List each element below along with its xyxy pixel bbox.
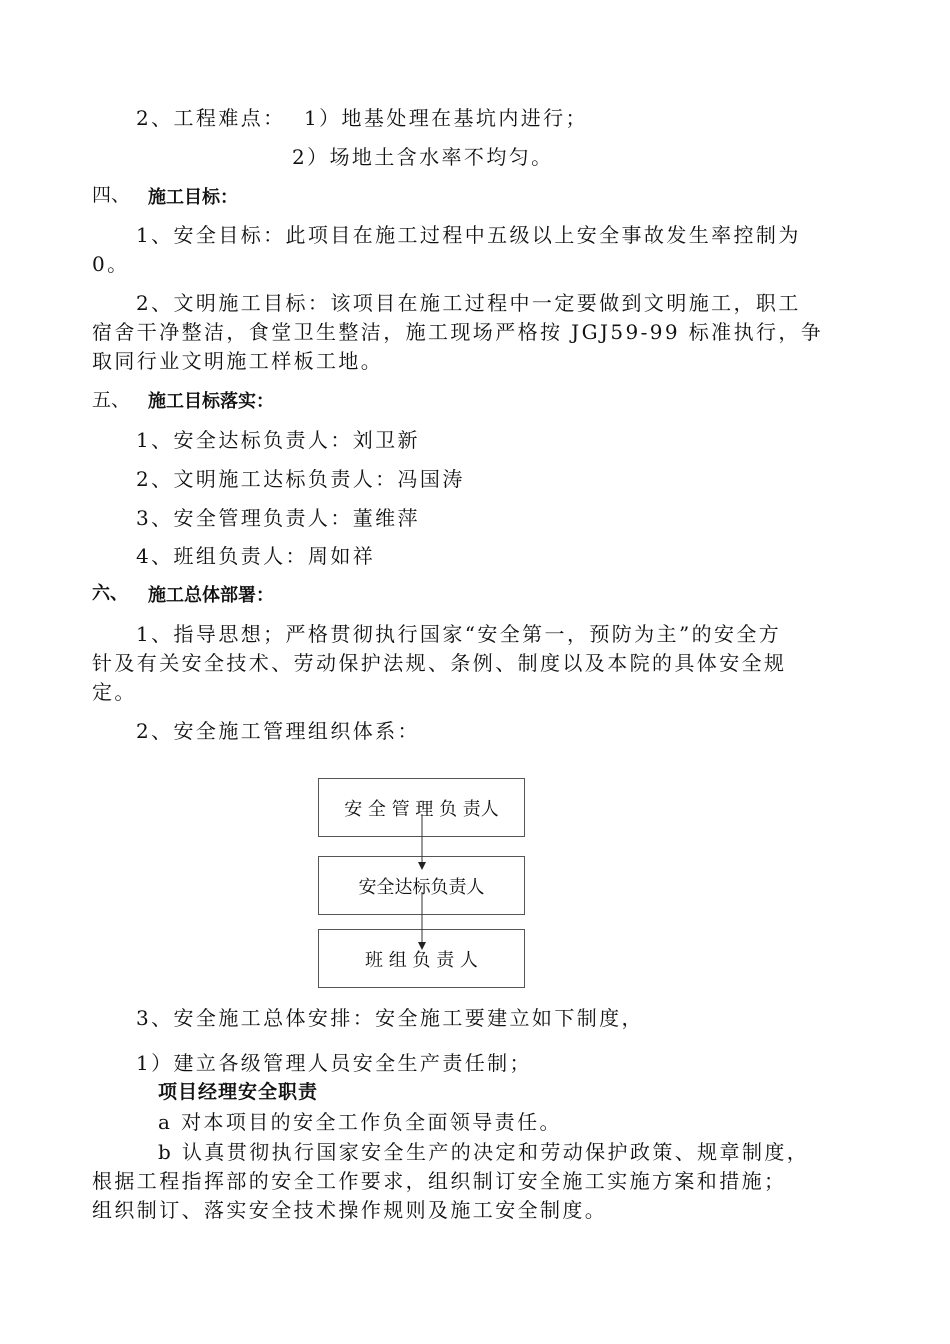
assignment-item: 4、班组负责人：周如祥: [136, 544, 376, 568]
assignment-item: 3、安全管理负责人：董维萍: [136, 506, 420, 530]
goal-2-line-2: 宿舍干净整洁，食堂卫生整洁，施工现场严格按 JGJ59-99 标准执行，争: [92, 320, 824, 344]
section-6-title: 施工总体部署：: [148, 585, 274, 606]
section-4-number: 四、: [92, 184, 131, 206]
difficulty-label: 2、工程难点：: [136, 106, 286, 130]
difficulty-item-2: 2）场地土含水率不均匀。: [292, 145, 554, 169]
goal-1-line-1: 1、安全目标：此项目在施工过程中五级以上安全事故发生率控制为: [136, 223, 801, 247]
goal-2-line-3: 取同行业文明施工样板工地。: [92, 349, 384, 373]
goal-2-line-1: 2、文明施工目标：该项目在施工过程中一定要做到文明施工，职工: [136, 291, 801, 315]
section-4-title: 施工目标：: [148, 187, 238, 208]
section-6-number: 六、: [92, 583, 128, 604]
pm-duty-a: a 对本项目的安全工作负全面领导责任。: [158, 1110, 562, 1134]
section-5-title: 施工目标落实：: [148, 391, 274, 412]
org-box-safety-manager: 安 全 管 理 负 责人: [318, 778, 525, 837]
system-1-line: 1）建立各级管理人员安全生产责任制；: [136, 1051, 532, 1075]
org-box-compliance-lead: 安全达标负责人: [318, 856, 525, 915]
section-5-number: 五、: [92, 389, 131, 411]
pm-duties-title: 项目经理安全职责: [158, 1081, 319, 1103]
goal-1-line-2: 0。: [92, 252, 130, 276]
pm-duty-b-line-2: 根据工程指挥部的安全工作要求，组织制订安全施工实施方案和措施；: [92, 1169, 787, 1193]
arrow-head-2: [418, 942, 426, 950]
guide-line-2: 针及有关安全技术、劳动保护法规、条例、制度以及本院的具体安全规: [92, 651, 787, 675]
arrow-head-1: [418, 862, 426, 870]
pm-duty-b-line-3: 组织制订、落实安全技术操作规则及施工安全制度。: [92, 1198, 608, 1222]
difficulty-item-1: 1）地基处理在基坑内进行；: [304, 106, 588, 130]
org-system-label: 2、安全施工管理组织体系：: [136, 719, 420, 743]
arrangement-line: 3、安全施工总体安排：安全施工要建立如下制度，: [136, 1006, 644, 1030]
guide-line-3: 定。: [92, 680, 137, 704]
pm-duty-b-line-1: b 认真贯彻执行国家安全生产的决定和劳动保护政策、规章制度，: [158, 1140, 810, 1164]
assignment-item: 2、文明施工达标负责人：冯国涛: [136, 467, 465, 491]
guide-line-1: 1、指导思想；严格贯彻执行国家“安全第一，预防为主”的安全方: [136, 622, 782, 646]
assignment-item: 1、安全达标负责人：刘卫新: [136, 428, 420, 452]
org-box-team-lead: 班 组 负 责 人: [318, 929, 525, 988]
